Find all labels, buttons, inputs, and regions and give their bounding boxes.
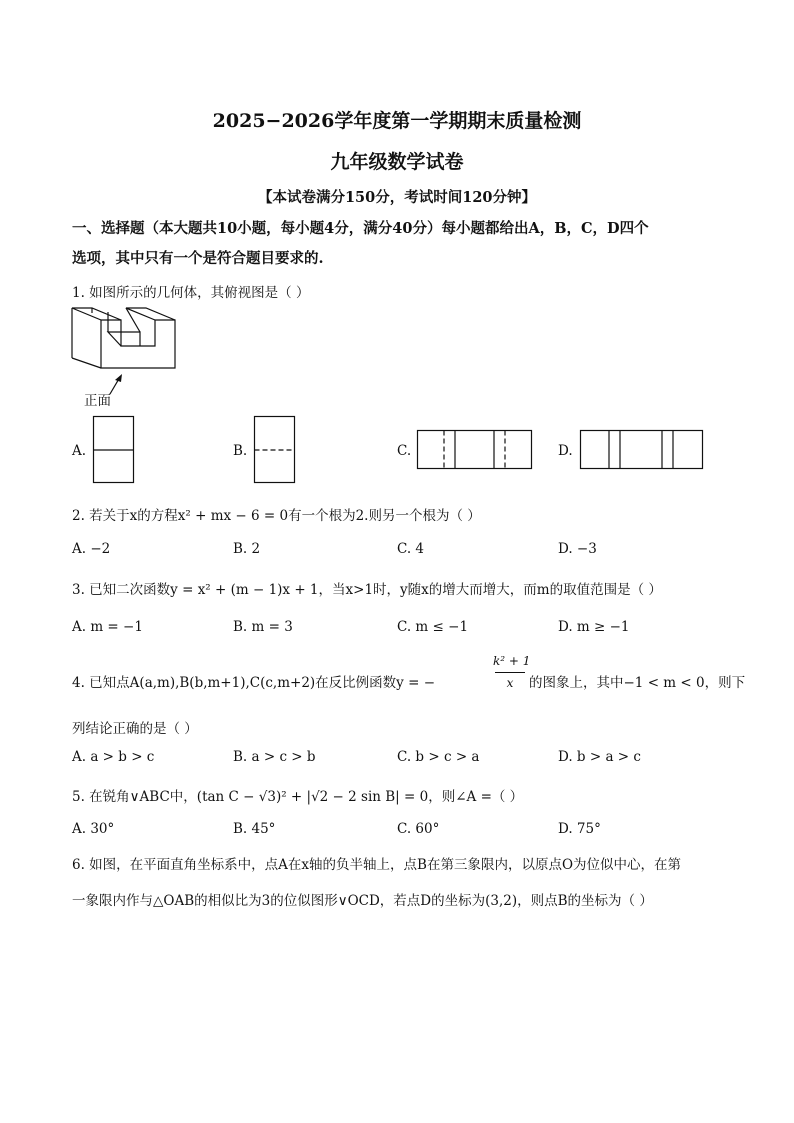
q5-option-b: B. 45° [233, 821, 276, 837]
q1-option-b-figure [254, 416, 296, 484]
q2-option-c: C. 4 [397, 541, 425, 557]
fraction-numerator: k² + 1 [493, 654, 531, 668]
question-6-stem-line1: 6. 如图，在平面直角坐标系中，点A在x轴的负半轴上，点B在第三象限内，以原点O为位似中心，在第 [72, 857, 682, 873]
q1-option-c-figure [417, 430, 533, 470]
fraction-bar [495, 672, 525, 673]
q1-option-a-figure [93, 416, 135, 484]
front-view-label: 正面 [84, 393, 111, 409]
q5-option-d: D. 75° [558, 821, 601, 837]
q1-option-b-label: B. [233, 443, 248, 459]
q1-option-d-label: D. [558, 443, 573, 459]
question-5-stem: 5. 在锐角∨ABC中，(tan C − √3)² + |√2 − 2 sin B| = 0，则∠A =（ ） [72, 789, 524, 805]
q5-option-c: C. 60° [397, 821, 440, 837]
section-heading-line1: 一、选择题（本大题共10小题，每小题4分，满分40分）每小题都给出A，B，C，D四个 [72, 220, 649, 237]
q2-option-b: B. 2 [233, 541, 261, 557]
page-subtitle: 九年级数学试卷 [330, 151, 464, 173]
q4-option-b: B. a > c > b [233, 749, 316, 765]
q1-option-d-figure [580, 430, 704, 470]
q3-option-c: C. m ≤ −1 [397, 619, 469, 635]
q2-option-a: A. −2 [72, 541, 111, 557]
question-2-stem: 2. 若关于x的方程x² + mx − 6 = 0有一个根为2.则另一个根为（ ） [72, 508, 481, 524]
question-4-stem-a: 4. 已知点A(a,m),B(b,m+1),C(c,m+2)在反比例函数y = − [72, 675, 436, 691]
q4-option-d: D. b > a > c [558, 749, 641, 765]
q5-option-a: A. 30° [72, 821, 115, 837]
q4-option-a: A. a > b > c [72, 749, 155, 765]
page-title: 2025−2026学年度第一学期期末质量检测 [212, 110, 582, 132]
q1-option-a-label: A. [72, 443, 87, 459]
section-heading-line2: 选项，其中只有一个是符合题目要求的. [72, 250, 324, 267]
arrow-head-icon [115, 374, 122, 382]
exam-note: 【本试卷满分150分，考试时间120分钟】 [257, 189, 537, 206]
question-6-stem-line2: 一象限内作与△OAB的相似比为3的位似图形∨OCD，若点D的坐标为(3,2)，则点B的坐标为（ ） [72, 893, 653, 909]
q4-option-c: C. b > c > a [397, 749, 480, 765]
fraction-denominator: x [506, 676, 514, 690]
question-1-stem: 1. 如图所示的几何体，其俯视图是（ ） [72, 285, 310, 301]
question-4-stem-line2: 列结论正确的是（ ） [72, 721, 198, 737]
q3-option-a: A. m = −1 [72, 619, 143, 635]
q3-option-d: D. m ≥ −1 [558, 619, 630, 635]
question-4-stem-b: 的图象上，其中−1 < m < 0，则下 [529, 675, 746, 691]
q2-option-d: D. −3 [558, 541, 597, 557]
q1-option-c-label: C. [397, 443, 412, 459]
question-3-stem: 3. 已知二次函数y = x² + (m − 1)x + 1，当x>1时，y随x的增大而增大，而m的取值范围是（ ） [72, 582, 662, 598]
q3-option-b: B. m = 3 [233, 619, 293, 635]
